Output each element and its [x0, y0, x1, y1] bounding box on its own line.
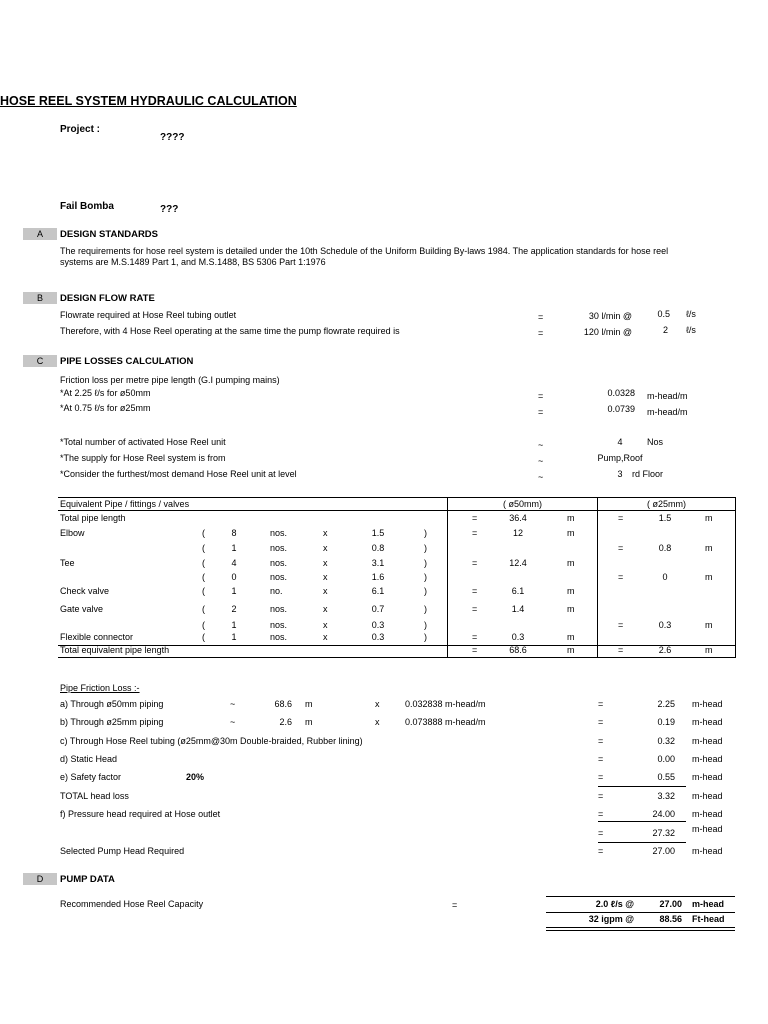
table-cell-x: x [323, 632, 328, 642]
table-cell-qunit: nos. [270, 528, 288, 538]
table-cell-u50: m [567, 632, 575, 642]
table-cell-paren-close: ) [424, 558, 427, 568]
friction-cell-tilde: ~ [230, 717, 236, 727]
friction-cell-x: x [375, 717, 380, 727]
info-label: *Consider the furthest/most demand Hose Reel unit at level [60, 469, 297, 479]
friction-rate-value: 0.0739 [607, 404, 635, 414]
table-cell-x: x [323, 586, 328, 596]
friction-cell-label: f) Pressure head required at Hose outlet [60, 809, 221, 819]
table-cell-paren-close: ) [424, 586, 427, 596]
subtotal-line [598, 821, 686, 822]
table-cell-label: Flexible connector [60, 632, 134, 642]
friction-cell-label: Selected Pump Head Required [60, 846, 185, 856]
info-value: 4 [617, 437, 623, 447]
pump-unit-ft: Ft-head [692, 914, 725, 924]
friction-cell-label: e) Safety factor [60, 772, 122, 782]
table-cell-v50: 12 [512, 528, 523, 538]
flow-row-ls: 0.5 [657, 309, 670, 319]
friction-cell-label: TOTAL head loss [60, 791, 129, 801]
safety-factor-percent: 20% [186, 772, 205, 782]
table-cell-eq50: = [472, 632, 478, 642]
friction-rate-unit: m-head/m [647, 407, 688, 417]
table-cell-qty: 0 [231, 572, 237, 582]
friction-cell-unit: m-head [692, 699, 723, 709]
table-cell-paren-close: ) [424, 604, 427, 614]
table-cell-paren-open: ( [202, 632, 205, 642]
table-cell-paren-open: ( [202, 558, 205, 568]
pump-head-ft: 88.56 [659, 914, 682, 924]
friction-cell-unit: m-head [692, 824, 723, 834]
section-a-text-line1: The requirements for hose reel system is detailed under the 10th Schedule of the Uniform Building By-laws 1984. The application standards for hose reel [60, 246, 669, 256]
table-cell-paren-close: ) [424, 543, 427, 553]
table-cell-factor: 1.5 [371, 528, 385, 538]
table-cell-u50: m [567, 528, 575, 538]
table-cell-v25: 0 [662, 572, 668, 582]
friction-cell-op: = [598, 736, 604, 746]
friction-intro: Friction loss per metre pipe length (G.I pumping mains) [60, 375, 280, 385]
section-a-heading: DESIGN STANDARDS [60, 229, 158, 240]
table-cell-paren-close: ) [424, 528, 427, 538]
section-c-heading: PIPE LOSSES CALCULATION [60, 356, 194, 367]
friction-cell-op: = [598, 754, 604, 764]
flow-row-label: Therefore, with 4 Hose Reel operating at the same time the pump flowrate required is [60, 326, 400, 336]
section-d-heading: PUMP DATA [60, 874, 115, 885]
friction-cell-op: = [598, 772, 604, 782]
flow-row-ls: 2 [662, 325, 668, 335]
table-cell-factor: 6.1 [371, 586, 385, 596]
info-op: ~ [538, 440, 544, 450]
table-cell-qty: 2 [231, 604, 237, 614]
section-a-text-line2: systems are M.S.1489 Part 1, and M.S.1488, BS 5306 Part 1:1976 [60, 257, 326, 267]
table-cell-label: Check valve [60, 586, 110, 596]
friction-rate-label: *At 0.75 ℓ/s for ø25mm [60, 403, 151, 413]
table-cell-factor: 0.8 [371, 543, 385, 553]
friction-cell-op: = [598, 809, 604, 819]
friction-cell-value: 0.55 [657, 772, 675, 782]
table-cell-v50: 1.4 [511, 604, 525, 614]
table-cell-paren-open: ( [202, 543, 205, 553]
pump-unit-m: m-head [692, 899, 725, 909]
table-cell-factor: 0.3 [371, 620, 385, 630]
table-cell-qunit: nos. [270, 604, 288, 614]
friction-cell-rate: 0.073888 m-head/m [405, 717, 486, 727]
flow-row-lpm: 30 l/min @ [588, 311, 632, 321]
table-cell-v25: 2.6 [658, 645, 672, 655]
table-cell-label: Elbow [60, 528, 85, 538]
subtotal-line [598, 842, 686, 843]
table-cell-qty: 1 [231, 632, 237, 642]
info-value: 3 [617, 469, 623, 479]
flow-row-op: = [538, 312, 544, 322]
table-cell-qty: 1 [231, 586, 237, 596]
friction-cell-qty: 68.6 [274, 699, 292, 709]
table-cell-v50: 12.4 [509, 558, 527, 568]
table-cell-eq25: = [618, 513, 624, 523]
friction-cell-value: 0.32 [657, 736, 675, 746]
friction-cell-value: 2.25 [657, 699, 675, 709]
table-cell-v50: 0.3 [511, 632, 525, 642]
table-cell-x: x [323, 572, 328, 582]
table-cell-v50: 6.1 [511, 586, 525, 596]
friction-cell-op: = [598, 699, 604, 709]
flow-row-label: Flowrate required at Hose Reel tubing outlet [60, 310, 237, 320]
friction-cell-rate: 0.032838 m-head/m [405, 699, 486, 709]
friction-cell-qunit: m [305, 717, 313, 727]
table-cell-label: Total pipe length [60, 513, 126, 523]
table-cell-eq25: = [618, 645, 624, 655]
info-unit: Nos [647, 437, 664, 447]
table-cell-eq50: = [472, 586, 478, 596]
friction-cell-value: 3.32 [657, 791, 675, 801]
table-cell-v25: 1.5 [658, 513, 672, 523]
table-cell-qunit: nos. [270, 632, 288, 642]
table-cell-qty: 1 [231, 620, 237, 630]
table-cell-v50: 68.6 [509, 645, 527, 655]
table-cell-v25: 0.8 [658, 543, 672, 553]
table-cell-eq50: = [472, 558, 478, 568]
table-cell-eq50: = [472, 528, 478, 538]
friction-cell-unit: m-head [692, 772, 723, 782]
friction-cell-op: = [598, 791, 604, 801]
table-cell-paren-close: ) [424, 620, 427, 630]
table-cell-u25: m [705, 513, 713, 523]
table-cell-eq25: = [618, 620, 624, 630]
friction-cell-label: a) Through ø50mm piping [60, 699, 164, 709]
friction-rate-op: = [538, 391, 544, 401]
info-op: ~ [538, 456, 544, 466]
pump-capacity-op: = [452, 900, 458, 910]
table-cell-eq25: = [618, 543, 624, 553]
friction-cell-qunit: m [305, 699, 313, 709]
table-cell-u25: m [705, 620, 713, 630]
table-cell-factor: 0.7 [371, 604, 385, 614]
friction-cell-unit: m-head [692, 717, 723, 727]
table-cell-eq25: = [618, 572, 624, 582]
friction-cell-value: 24.00 [652, 809, 675, 819]
section-b-heading: DESIGN FLOW RATE [60, 293, 155, 304]
table-cell-eq50: = [472, 513, 478, 523]
section-c-marker: C [23, 355, 57, 367]
friction-cell-unit: m-head [692, 754, 723, 764]
flow-row-lpm: 120 l/min @ [583, 327, 632, 337]
friction-cell-x: x [375, 699, 380, 709]
table-cell-paren-open: ( [202, 586, 205, 596]
section-d-marker: D [23, 873, 57, 885]
section-a-marker: A [23, 228, 57, 240]
friction-cell-unit: m-head [692, 736, 723, 746]
table-cell-u50: m [567, 513, 575, 523]
table-header-label: Equivalent Pipe / fittings / valves [60, 499, 190, 509]
table-cell-x: x [323, 604, 328, 614]
table-cell-x: x [323, 528, 328, 538]
info-label: *The supply for Hose Reel system is from [60, 453, 226, 463]
table-cell-u25: m [705, 645, 713, 655]
table-cell-eq50: = [472, 645, 478, 655]
table-cell-u50: m [567, 558, 575, 568]
table-cell-paren-open: ( [202, 604, 205, 614]
friction-heading: Pipe Friction Loss :- [60, 683, 140, 693]
table-cell-x: x [323, 620, 328, 630]
flow-row-op: = [538, 328, 544, 338]
friction-cell-unit: m-head [692, 846, 723, 856]
flow-row-unit: ℓ/s [686, 325, 696, 335]
friction-cell-value: 0.00 [657, 754, 675, 764]
page-title: HOSE REEL SYSTEM HYDRAULIC CALCULATION [0, 94, 297, 108]
info-value: Pump,Roof [597, 453, 643, 463]
pump-flow-igpm: 32 igpm @ [588, 914, 634, 924]
table-cell-qty: 8 [231, 528, 237, 538]
project-value: ???? [160, 132, 185, 143]
friction-cell-value: 0.19 [657, 717, 675, 727]
table-cell-qunit: no. [270, 586, 283, 596]
table-cell-label: Total equivalent pipe length [60, 645, 170, 655]
table-cell-qty: 4 [231, 558, 237, 568]
section-b-marker: B [23, 292, 57, 304]
friction-rate-op: = [538, 407, 544, 417]
friction-cell-op: = [598, 846, 604, 856]
table-cell-qunit: nos. [270, 543, 288, 553]
table-cell-factor: 1.6 [371, 572, 385, 582]
table-cell-v50: 36.4 [509, 513, 527, 523]
subtotal-line [598, 786, 686, 787]
pump-flow-ls: 2.0 ℓ/s @ [595, 899, 634, 909]
friction-rate-label: *At 2.25 ℓ/s for ø50mm [60, 388, 151, 398]
info-unit: rd Floor [632, 469, 664, 479]
table-cell-paren-open: ( [202, 528, 205, 538]
table-cell-factor: 3.1 [371, 558, 385, 568]
table-cell-qty: 1 [231, 543, 237, 553]
table-header-25mm: ( ø25mm) [647, 499, 686, 509]
table-cell-paren-open: ( [202, 572, 205, 582]
friction-cell-label: d) Static Head [60, 754, 118, 764]
table-cell-u50: m [567, 645, 575, 655]
table-cell-u50: m [567, 604, 575, 614]
fail-label: Fail Bomba [60, 201, 114, 212]
pump-capacity-label: Recommended Hose Reel Capacity [60, 899, 204, 909]
table-cell-qunit: nos. [270, 558, 288, 568]
table-cell-label: Gate valve [60, 604, 104, 614]
friction-cell-op: = [598, 717, 604, 727]
table-cell-qunit: nos. [270, 620, 288, 630]
table-cell-eq50: = [472, 604, 478, 614]
info-op: ~ [538, 472, 544, 482]
friction-cell-op: = [598, 828, 604, 838]
info-label: *Total number of activated Hose Reel unit [60, 437, 226, 447]
friction-cell-label: c) Through Hose Reel tubing (ø25mm@30m Double-braided, Rubber lining) [60, 736, 363, 746]
friction-cell-value: 27.00 [652, 846, 675, 856]
table-cell-factor: 0.3 [371, 632, 385, 642]
friction-rate-unit: m-head/m [647, 391, 688, 401]
table-cell-u25: m [705, 572, 713, 582]
table-header-50mm: ( ø50mm) [503, 499, 542, 509]
table-cell-x: x [323, 543, 328, 553]
table-cell-u25: m [705, 543, 713, 553]
pump-head-m: 27.00 [659, 899, 682, 909]
table-cell-label: Tee [60, 558, 75, 568]
fail-value: ??? [160, 204, 179, 215]
flow-row-unit: ℓ/s [686, 309, 696, 319]
table-cell-v25: 0.3 [658, 620, 672, 630]
table-cell-paren-close: ) [424, 632, 427, 642]
table-cell-x: x [323, 558, 328, 568]
table-cell-qunit: nos. [270, 572, 288, 582]
table-cell-u50: m [567, 586, 575, 596]
project-label: Project : [60, 124, 101, 135]
friction-cell-tilde: ~ [230, 699, 236, 709]
table-cell-paren-close: ) [424, 572, 427, 582]
friction-cell-value: 27.32 [652, 828, 675, 838]
table-cell-paren-open: ( [202, 620, 205, 630]
friction-cell-unit: m-head [692, 809, 723, 819]
friction-cell-unit: m-head [692, 791, 723, 801]
friction-cell-label: b) Through ø25mm piping [60, 717, 164, 727]
friction-cell-qty: 2.6 [279, 717, 292, 727]
friction-rate-value: 0.0328 [607, 388, 635, 398]
